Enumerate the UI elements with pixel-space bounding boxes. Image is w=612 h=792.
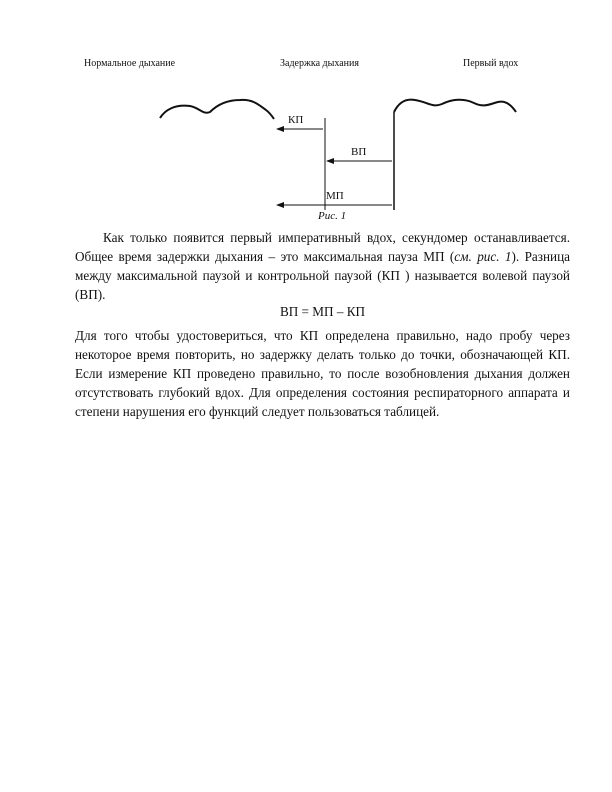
breathing-diagram [0,0,612,230]
paragraph-1 [75,228,570,304]
mp-label: МП [326,190,344,202]
paragraph-1-text-a: Как только появится первый императивный вдох, секундомер останавливается. Общее время задержки дыхания – это максимальная пауза МП ( [75,230,570,264]
paragraph-1-text-b: ). Разница между максимальной паузой и контрольной паузой (КП ) называется волевой паузой (ВП). [75,249,570,302]
vp-label: ВП [351,146,367,158]
paragraph-2: Для того чтобы удостовериться, что КП определена правильно, надо пробу через некоторое время повторить, но задержку делать только до точки, обозначающей КП. Если измерение КП проведено правильно, то после возобновления дыхания должен отсутствовать глубокий вдох. Для определения состояния респираторного аппарата и степени нарушения его функций следует пользоваться таблицей. [75,328,570,419]
normal-breathing-curve [160,100,274,119]
label-breath-hold: Задержка дыхания [280,58,359,69]
kp-label: КП [288,114,304,126]
figure-caption: Рис. 1 [318,210,347,222]
first-breath-curve [394,100,516,112]
figure-reference: см. рис. 1 [454,249,512,264]
label-normal-breathing: Нормальное дыхание [84,58,176,69]
label-first-breath: Первый вдох [463,58,519,69]
formula: ВП = МП – КП [279,304,366,319]
